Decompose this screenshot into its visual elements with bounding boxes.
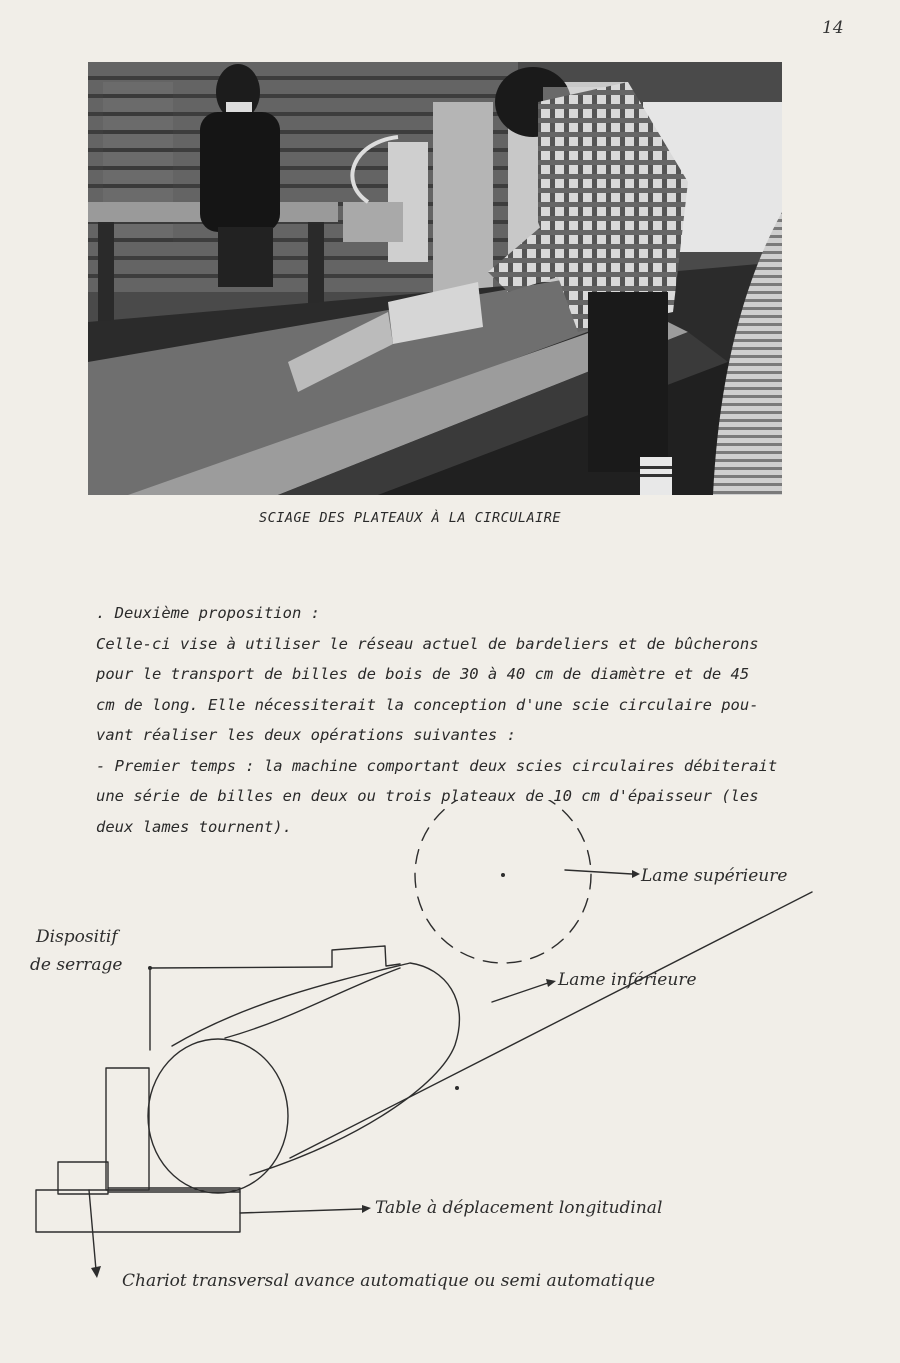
text-line: Celle-ci vise à utiliser le réseau actuel de bardeliers et de bûcherons bbox=[96, 634, 759, 653]
text-line: deux lames tournent). bbox=[96, 817, 292, 836]
text-line: cm de long. Elle nécessiterait la conception d'une scie circulaire pou- bbox=[96, 695, 759, 714]
page-number: 14 bbox=[822, 18, 844, 38]
photo-caption: SCIAGE DES PLATEAUX À LA CIRCULAIRE bbox=[259, 510, 561, 526]
label-clamping-device-line2: de serrage bbox=[30, 955, 123, 975]
clamp-post bbox=[106, 1068, 149, 1190]
text-line: une série de billes en deux ou trois plateaux de 10 cm d'épaisseur (les bbox=[96, 787, 759, 805]
text-line: . Deuxième proposition : bbox=[96, 604, 320, 622]
label-chariot: Chariot transversal avance automatique ou semi automatique bbox=[122, 1271, 656, 1291]
label-lower-blade: Lame inférieure bbox=[558, 970, 697, 990]
label-table: Table à déplacement longitudinal bbox=[375, 1198, 663, 1218]
text-line: vant réaliser les deux opérations suivantes : bbox=[96, 726, 516, 744]
label-clamping-device-line1: Dispositif bbox=[36, 927, 118, 947]
text-line: pour le transport de billes de bois de 30 à 40 cm de diamètre et de 45 bbox=[96, 665, 750, 683]
upper-blade-outline bbox=[415, 800, 591, 963]
text-line: - Premier temps : la machine comportant deux scies circulaires débiterait bbox=[96, 756, 778, 775]
chariot-base bbox=[36, 1190, 240, 1232]
label-upper-blade: Lame supérieure bbox=[641, 866, 788, 886]
workshop-photo bbox=[88, 62, 782, 495]
